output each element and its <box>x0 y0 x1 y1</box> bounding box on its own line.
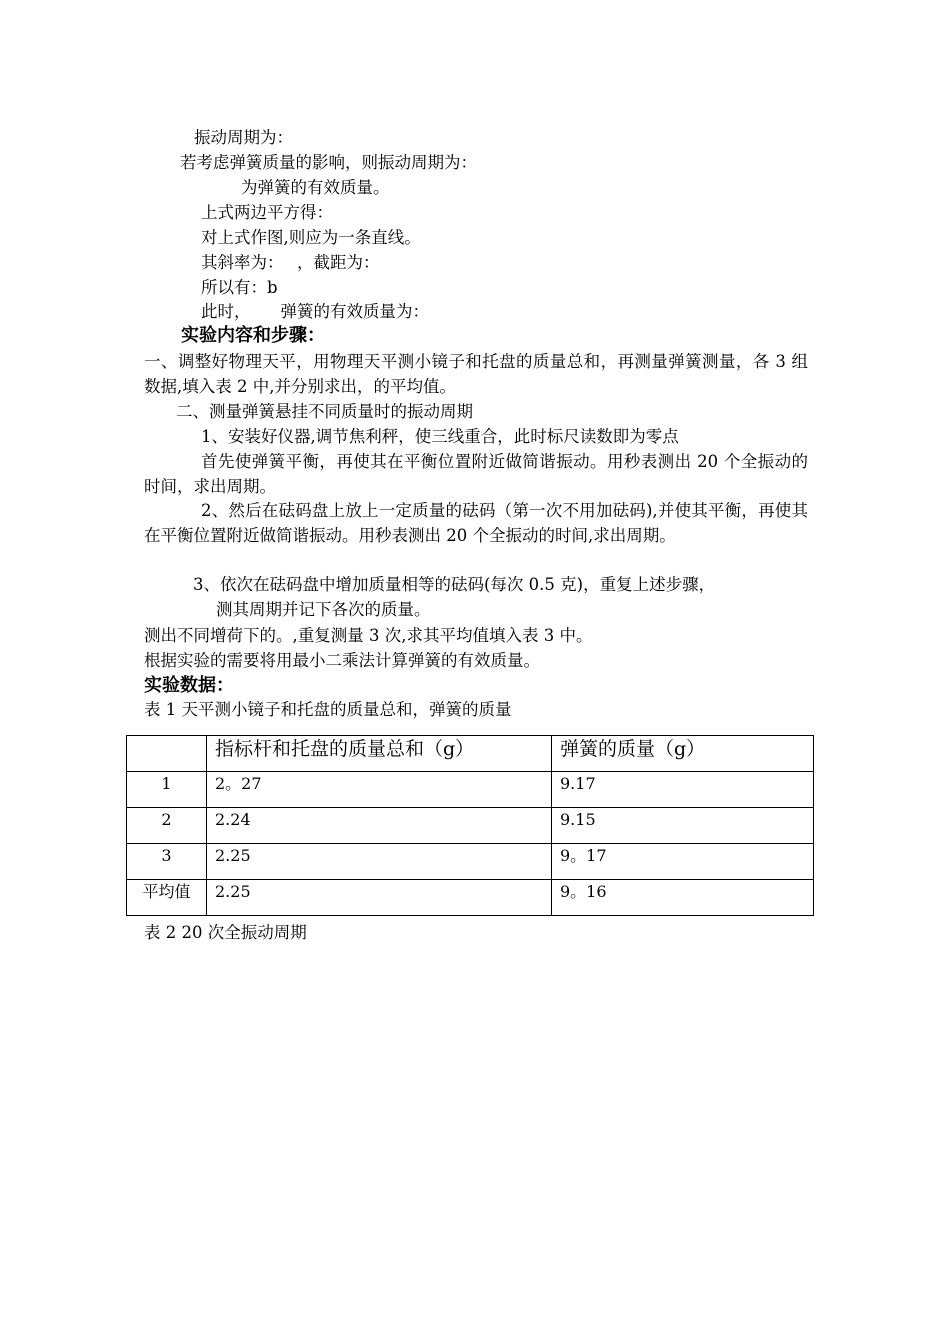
table-header-cell: 弹簧的质量（g） <box>552 736 814 772</box>
table-cell: 3 <box>127 844 207 880</box>
text-line-period: 振动周期为： <box>194 128 293 147</box>
table-cell: 1 <box>127 772 207 808</box>
heading-data: 实验数据： <box>144 675 234 696</box>
table1 <box>126 735 814 916</box>
step-2-3: 3、依次在砝码盘中增加质量相等的砝码(每次 0.5 克)，重复上述步骤， <box>193 575 716 594</box>
table-header-row <box>127 736 814 772</box>
table-cell: 9.15 <box>552 808 814 844</box>
table-row <box>127 772 814 808</box>
table-cell: 2.24 <box>207 808 552 844</box>
text-line-therefore: 所以有：b <box>201 278 278 297</box>
table1-caption: 表 1 天平测小镜子和托盘的质量总和，弹簧的质量 <box>144 700 512 719</box>
text-line-straight-line: 对上式作图,则应为一条直线。 <box>201 228 421 247</box>
table-header-cell <box>127 736 207 772</box>
table-row <box>127 844 814 880</box>
step-least-squares: 根据实验的需要将用最小二乘法计算弹簧的有效质量。 <box>144 651 540 670</box>
step-1-paragraph: 一、调整好物理天平，用物理天平测小镜子和托盘的质量总和，再测量弹簧测量，各 3 组数据,填入表 2 中,并分别求出，的平均值。 <box>144 352 808 396</box>
text-line-at-this-time: 此时， 弹簧的有效质量为： <box>201 302 429 321</box>
text-line-effective-mass: 为弹簧的有效质量。 <box>241 178 390 197</box>
table-cell: 2.25 <box>207 844 552 880</box>
step-2-1-detail: 首先使弹簧平衡，再使其在平衡位置附近做简谐振动。用秒表测出 20 个全振动的时间，求出周期。 <box>144 452 808 496</box>
step-2-3-detail: 测其周期并记下各次的质量。 <box>216 600 431 619</box>
table-cell: 9。17 <box>552 844 814 880</box>
heading-steps: 实验内容和步骤： <box>181 325 325 346</box>
table2-caption: 表 2 20 次全振动周期 <box>144 923 307 942</box>
text-line-square-both-sides: 上式两边平方得： <box>201 203 333 222</box>
table-cell: 平均值 <box>127 880 207 916</box>
table-header-cell: 指标杆和托盘的质量总和（g） <box>207 736 552 772</box>
table-row <box>127 880 814 916</box>
step-2-title: 二、测量弹簧悬挂不同质量时的振动周期 <box>176 402 473 421</box>
step-2-1: 1、安装好仪器,调节焦利秤，使三线重合，此时标尺读数即为零点 <box>201 427 679 446</box>
text-line-spring-mass-effect: 若考虑弹簧质量的影响，则振动周期为： <box>180 153 477 172</box>
table-row <box>127 808 814 844</box>
table-cell: 9。16 <box>552 880 814 916</box>
table-cell: 2。27 <box>207 772 552 808</box>
text-line-slope-intercept: 其斜率为： ，截距为： <box>201 253 380 272</box>
table-cell: 9.17 <box>552 772 814 808</box>
table-cell: 2 <box>127 808 207 844</box>
table-cell: 2.25 <box>207 880 552 916</box>
step-measure: 测出不同增荷下的。,重复测量 3 次,求其平均值填入表 3 中。 <box>144 626 593 645</box>
step-2-2-paragraph: 2、然后在砝码盘上放上一定质量的砝码（第一次不用加砝码),并使其平衡，再使其在平衡位置附近做简谐振动。用秒表测出 20 个全振动的时间,求出周期。 <box>144 501 808 545</box>
